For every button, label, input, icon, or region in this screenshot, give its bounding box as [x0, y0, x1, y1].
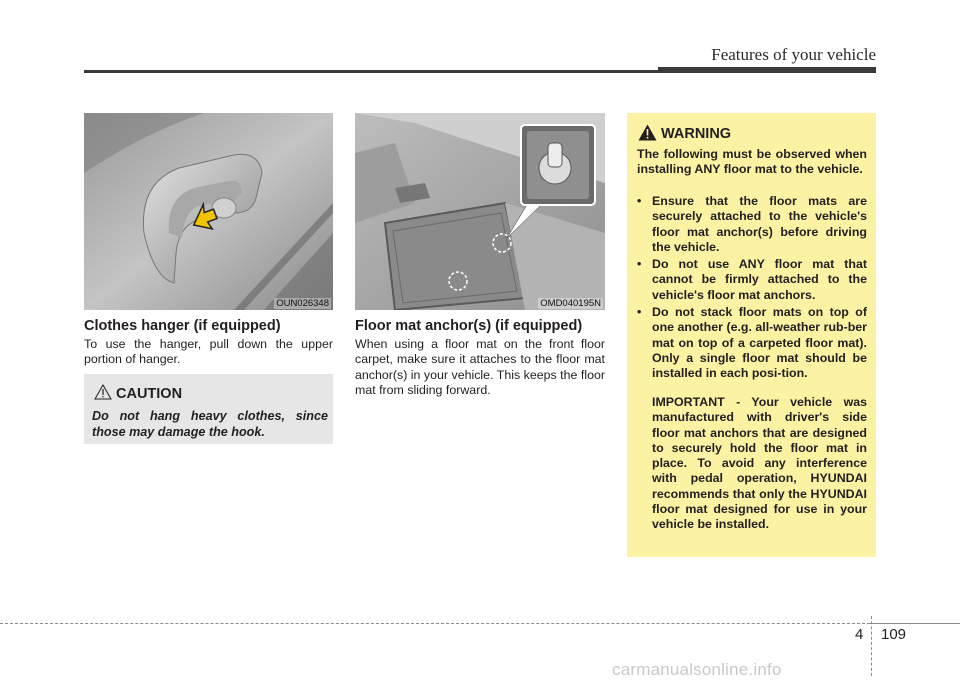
caution-box [84, 374, 333, 444]
page-number: 109 [881, 626, 907, 643]
section-title: Features of your vehicle [711, 45, 876, 64]
watermark: carmanualsonline.info [612, 660, 782, 679]
photo-code-anchor: OMD040195N [540, 298, 601, 309]
warning-intro: The following must be observed when installing ANY floor mat to the vehicle. [637, 147, 867, 177]
caution-title: CAUTION [116, 386, 183, 402]
header-rule-accent [658, 67, 876, 73]
floor-mat-anchor-photo [355, 113, 605, 310]
chapter-number: 4 [855, 626, 864, 643]
warning-item: • Do not use ANY floor mat that cannot be firmly attached to the vehicle's floor mat anchors. [637, 257, 867, 302]
caution-triangle-icon [94, 384, 112, 400]
photo-code-hanger: OUN026348 [276, 298, 329, 309]
clothes-hanger-body: To use the hanger, pull down the upper portion of hanger. [84, 337, 333, 367]
bullet: • [637, 305, 642, 320]
clothes-hanger-heading: Clothes hanger (if equipped) [84, 318, 281, 334]
warning-item: • Do not stack floor mats on top of one another (e.g. all-weather rub-ber mat on top of a carpeted floor mat). Only a single floor mat should be installed in each posi-tion. [637, 305, 867, 381]
bullet: • [637, 257, 642, 272]
bullet: • [637, 194, 642, 208]
warning-box [627, 113, 876, 557]
warning-important: IMPORTANT - Your vehicle was manufactured with driver's side floor mat anchors that are designed to securely hold the floor mat in place. To avoid any interference with pedal operation, HYUNDAI recommends that only the HYUNDAI floor mat designed for use in your vehicle be installed. [652, 395, 867, 532]
warning-list [637, 194, 867, 384]
caution-text: Do not hang heavy clothes, since those may damage the hook. [92, 409, 328, 439]
footer-rule-right [870, 623, 960, 624]
floor-mat-anchor-body: When using a floor mat on the front floor carpet, make sure it attaches to the floor mat anchor(s) in your vehicle. This keeps the floor mat from sliding forward. [355, 337, 605, 398]
clothes-hanger-photo [84, 113, 333, 310]
warning-item: • Ensure that the floor mats are securely attached to the vehicle's floor mat anchor(s) before driving the vehicle. [637, 194, 867, 254]
footer-rule [0, 623, 870, 624]
warning-triangle-icon [638, 124, 657, 141]
warning-title: WARNING [661, 126, 732, 142]
page-number-divider [871, 616, 873, 676]
floor-mat-anchor-heading: Floor mat anchor(s) (if equipped) [355, 318, 583, 334]
